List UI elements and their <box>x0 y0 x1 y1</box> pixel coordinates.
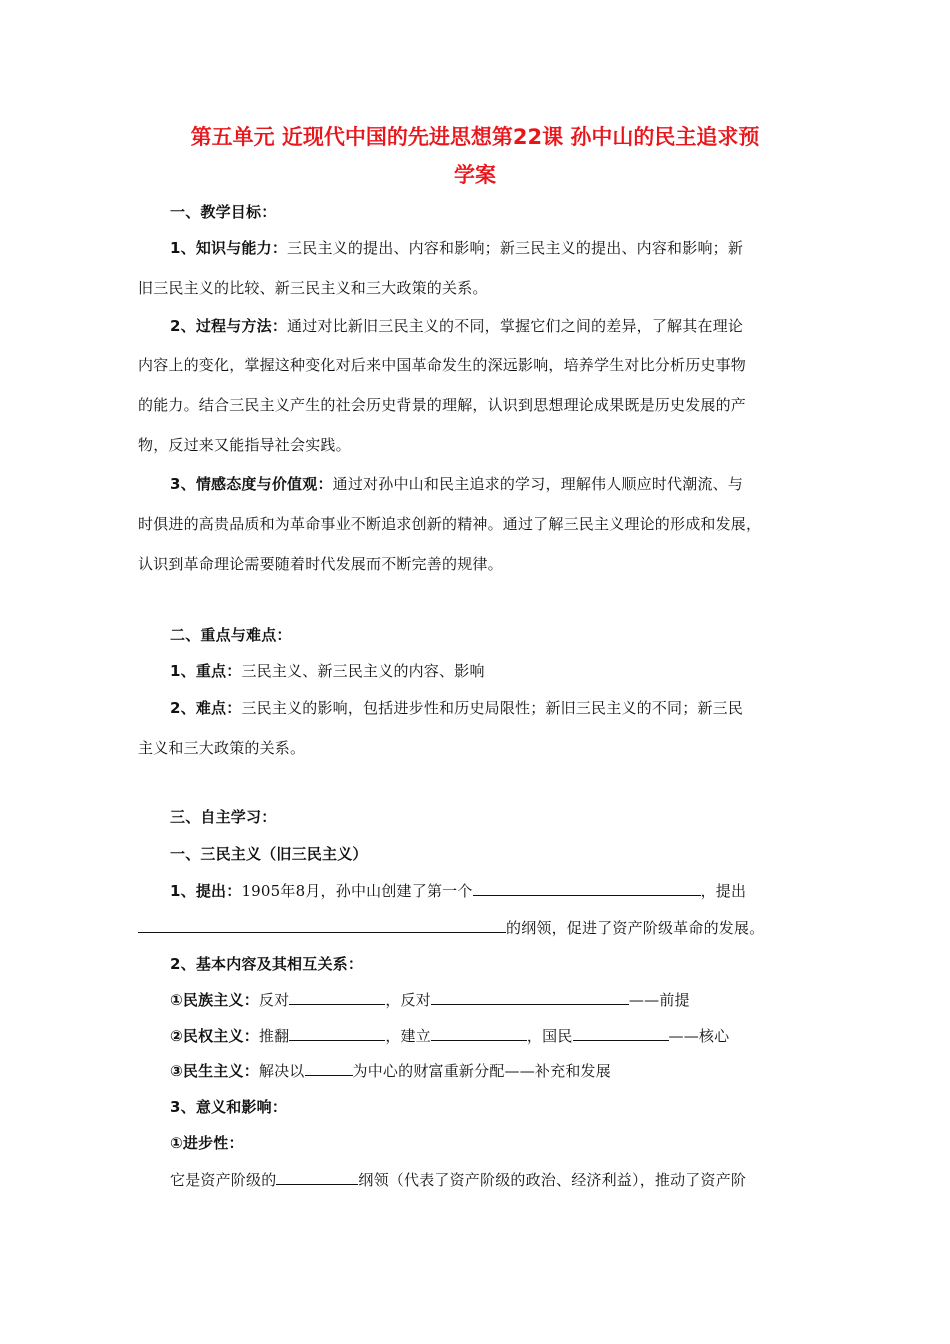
objective-process <box>170 315 743 337</box>
blank-program[interactable] <box>138 916 506 933</box>
objective-process-text-2: 内容上的变化，掌握这种变化对后来中国革命发生的深远影响，培养学生对比分析历史事物 <box>138 356 747 374</box>
objective-emotion-label: 3、情感态度与价值观： <box>170 475 333 493</box>
progress-label: ①进步性： <box>170 1134 244 1152</box>
objective-emotion-text-1: 通过对孙中山和民主追求的学习，理解伟人顺应时代潮流、与 <box>332 475 744 493</box>
difficult-point <box>170 697 743 719</box>
livelihood-line <box>170 1059 611 1082</box>
key-point-label: 1、重点： <box>170 662 242 680</box>
question-proposal-line-2 <box>138 916 764 939</box>
objective-process-label: 2、过程与方法： <box>170 317 288 335</box>
difficult-point-text-1: 三民主义的影响，包括进步性和历史局限性；新旧三民主义的不同；新三民 <box>241 699 744 717</box>
livelihood-text-a: 解决以 <box>258 1062 305 1080</box>
livelihood-text-b: 为中心的财富重新分配——补充和发展 <box>352 1062 611 1080</box>
objective-process-text-3: 的能力。结合三民主义产生的社会历史背景的理解，认识到思想理论成果既是历史发展的产 <box>138 396 747 414</box>
difficult-point-text-2: 主义和三大政策的关系。 <box>138 739 306 757</box>
blank-nationalism-2[interactable] <box>431 988 629 1005</box>
progress-text-a: 它是资产阶级的 <box>170 1171 277 1189</box>
title-line-1: 第五单元 近现代中国的先进思想第22课 孙中山的民主追求预 <box>190 125 760 149</box>
objective-emotion-text-3: 认识到革命理论需要随着时代发展而不断完善的规律。 <box>138 555 503 573</box>
progress-text-b: 纲领（代表了资产阶级的政治、经济利益），推动了资产阶 <box>358 1171 747 1189</box>
document-title <box>138 118 812 194</box>
title-line-2: 学案 <box>454 163 496 187</box>
nationalism-text-a: 反对 <box>258 991 290 1009</box>
democracy-label: ②民权主义： <box>170 1027 259 1045</box>
nationalism-label: ①民族主义： <box>170 991 259 1009</box>
blank-democracy-1[interactable] <box>289 1024 385 1041</box>
democracy-text-d: ——核心 <box>668 1027 730 1045</box>
question-proposal <box>170 879 746 902</box>
objective-knowledge-text-1: 三民主义的提出、内容和影响；新三民主义的提出、内容和影响；新 <box>287 239 744 257</box>
blank-nationalism-1[interactable] <box>289 988 385 1005</box>
question-significance: 3、意义和影响： <box>170 1098 288 1116</box>
nationalism-text-c: ——前提 <box>628 991 690 1009</box>
section3-heading: 三、自主学习： <box>170 808 277 826</box>
nationalism-line <box>170 988 690 1011</box>
section2-heading: 二、重点与难点： <box>170 626 292 644</box>
blank-organization[interactable] <box>473 879 701 896</box>
key-point <box>170 660 485 682</box>
objective-knowledge-text-2: 旧三民主义的比较、新三民主义和三大政策的关系。 <box>138 279 488 297</box>
question-proposal-text-c: 的纲领，促进了资产阶级革命的发展。 <box>506 919 765 937</box>
question-content: 2、基本内容及其相互关系： <box>170 955 364 973</box>
question-proposal-text-b: ，提出 <box>700 882 747 900</box>
section1-heading: 一、教学目标： <box>170 203 277 221</box>
blank-democracy-3[interactable] <box>573 1024 669 1041</box>
democracy-line <box>170 1024 729 1047</box>
key-point-text: 三民主义、新三民主义的内容、影响 <box>241 662 485 680</box>
nationalism-text-b: ，反对 <box>385 991 431 1009</box>
democracy-text-a: 推翻 <box>258 1027 290 1045</box>
blank-democracy-2[interactable] <box>431 1024 527 1041</box>
blank-progress[interactable] <box>276 1168 358 1185</box>
difficult-point-label: 2、难点： <box>170 699 242 717</box>
livelihood-label: ③民生主义： <box>170 1062 259 1080</box>
democracy-text-b: ，建立 <box>385 1027 431 1045</box>
objective-process-text-4: 物，反过来又能指导社会实践。 <box>138 436 351 454</box>
democracy-text-c: ，国民 <box>526 1027 573 1045</box>
question-proposal-text-a: 1905年8月，孙中山创建了第一个 <box>241 882 473 900</box>
objective-emotion <box>170 473 743 495</box>
blank-livelihood[interactable] <box>305 1059 353 1076</box>
objective-knowledge-label: 1、知识与能力： <box>170 239 288 257</box>
question-proposal-label: 1、提出： <box>170 882 242 900</box>
objective-emotion-text-2: 时俱进的高贵品质和为革命事业不断追求创新的精神。通过了解三民主义理论的形成和发展， <box>138 515 762 533</box>
objective-process-text-1: 通过对比新旧三民主义的不同，掌握它们之间的差异，了解其在理论 <box>287 317 744 335</box>
subsection-sanmin: 一、三民主义（旧三民主义） <box>170 845 368 863</box>
objective-knowledge <box>170 237 743 259</box>
progress-line <box>170 1168 746 1191</box>
